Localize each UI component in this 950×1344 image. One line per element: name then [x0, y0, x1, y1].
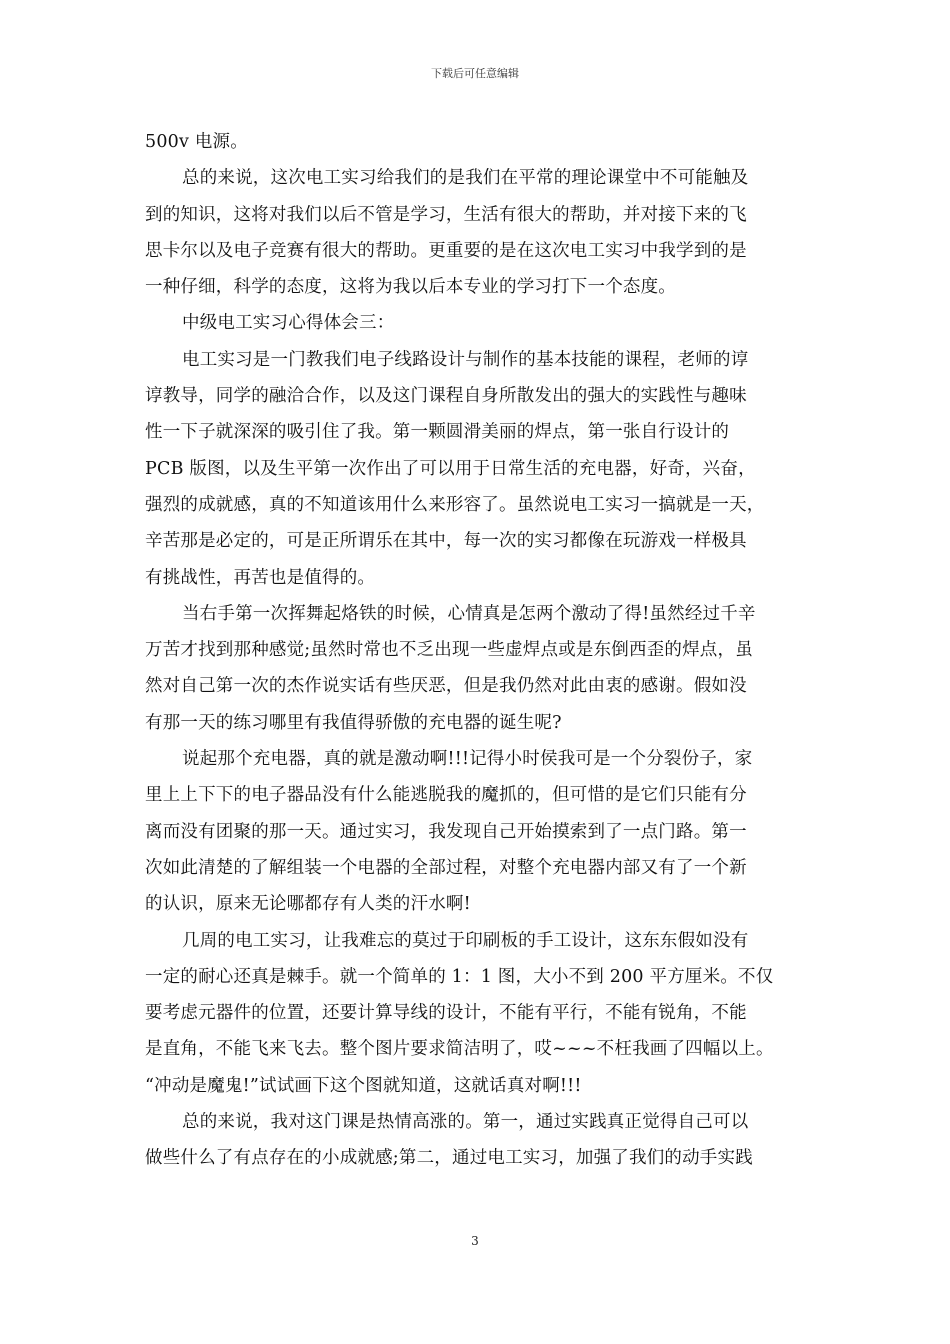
paragraph-start: 说起那个充电器，真的就是激动啊!!!记得小时侯我可是一个分裂份子，家 [182, 749, 753, 770]
text-line: 次如此清楚的了解组装一个电器的全部过程，对整个充电器内部又有了一个新 [145, 857, 747, 878]
text-line: 思卡尔以及电子竞赛有很大的帮助。更重要的是在这次电工实习中我学到的是 [145, 240, 747, 261]
text-line: 离而没有团聚的那一天。通过实习，我发现自己开始摸索到了一点门路。第一 [145, 821, 747, 842]
text-line: 做些什么了有点存在的小成就感;第二，通过电工实习，加强了我们的动手实践 [145, 1148, 753, 1169]
text-line: 有那一天的练习哪里有我值得骄傲的充电器的诞生呢? [145, 712, 562, 733]
text-line: 辛苦那是必定的，可是正所谓乐在其中，每一次的实习都像在玩游戏一样极具 [145, 531, 747, 552]
text-line: 谆教导，同学的融洽合作，以及这门课程自身所散发出的强大的实践性与趣味 [145, 386, 747, 407]
paragraph-start: 几周的电工实习，让我难忘的莫过于印刷板的手工设计，这东东假如没有 [182, 930, 749, 951]
paragraph-start: 当右手第一次挥舞起烙铁的时候，心情真是怎两个激动了得!虽然经过千辛 [182, 603, 756, 624]
text-line: “冲动是魔鬼!”试试画下这个图就知道，这就话真对啊!!! [145, 1075, 582, 1096]
text-line: 有挑战性，再苦也是值得的。 [145, 567, 376, 588]
text-line: 是直角，不能飞来飞去。整个图片要求简洁明了，哎~~~不枉我画了四幅以上。 [145, 1039, 774, 1060]
page-number: 3 [471, 1234, 479, 1248]
text-line: 一种仔细，科学的态度，这将为我以后本专业的学习打下一个态度。 [145, 277, 676, 298]
section-heading: 中级电工实习心得体会三： [182, 313, 395, 334]
text-line: 然对自己第一次的杰作说实话有些厌恶，但是我仍然对此由衷的感谢。假如没 [145, 676, 747, 697]
text-line: 强烈的成就感，真的不知道该用什么来形容了。虽然说电工实习一搞就是一天， [145, 494, 765, 515]
text-line: 里上上下下的电子器品没有什么能逃脱我的魔抓的，但可惜的是它们只能有分 [145, 785, 747, 806]
text-line: PCB 版图，以及生平第一次作出了可以用于日常生活的充电器，好奇，兴奋， [145, 458, 756, 479]
text-line: 的认识，原来无论哪都存有人类的汗水啊! [145, 894, 471, 915]
paragraph-start: 总的来说，我对这门课是热情高涨的。第一，通过实践真正觉得自己可以 [182, 1112, 749, 1133]
paragraph-start: 总的来说，这次电工实习给我们的是我们在平常的理论课堂中不可能触及 [182, 168, 749, 189]
text-line: 一定的耐心还真是棘手。就一个简单的 1：1 图，大小不到 200 平方厘米。不仅 [145, 966, 774, 987]
paragraph-start: 电工实习是一门教我们电子线路设计与制作的基本技能的课程，老师的谆 [182, 349, 749, 370]
text-line: 到的知识，这将对我们以后不管是学习，生活有很大的帮助，并对接下来的飞 [145, 204, 747, 225]
text-line: 性一下子就深深的吸引住了我。第一颗圆滑美丽的焊点，第一张自行设计的 [145, 422, 730, 443]
text-line: 要考虑元器件的位置，还要计算导线的设计，不能有平行，不能有锐角，不能 [145, 1003, 747, 1024]
page-header: 下载后可任意编辑 [431, 67, 519, 80]
text-line: 500v 电源。 [145, 132, 248, 152]
document-body [145, 124, 817, 1177]
text-line: 万苦才找到那种感觉;虽然时常也不乏出现一些虚焊点或是东倒西歪的焊点，虽 [145, 640, 753, 661]
